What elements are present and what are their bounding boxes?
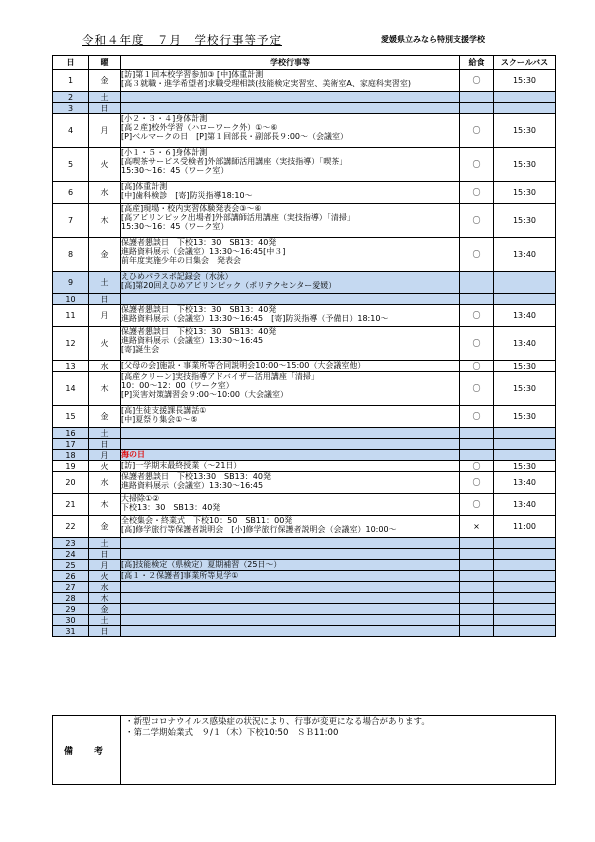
meal-cell: 〇	[460, 238, 494, 272]
weekday-cell: 土	[89, 272, 121, 294]
events-cell	[121, 294, 460, 305]
weekday-cell: 日	[89, 294, 121, 305]
bus-time-cell: 15:30	[494, 114, 556, 148]
bus-time-cell: 13:40	[494, 305, 556, 327]
note-line: ・第二学期始業式 ９/１（木）下校10:50 ＳＢ11:00	[125, 728, 339, 738]
events-cell	[121, 114, 460, 148]
meal-cell	[460, 428, 494, 439]
bus-time-cell	[494, 560, 556, 571]
meal-cell: 〇	[460, 182, 494, 204]
weekday-cell: 月	[89, 560, 121, 571]
event-line: 進路資料展示（会議室）13:30～16:45 [寄]防災指導（予備日）18:10～	[121, 314, 389, 323]
event-line: [訪]第１回本校学習参加③ [中]体重計測	[121, 70, 264, 79]
weekday-cell: 土	[89, 538, 121, 549]
schedule-row	[53, 70, 556, 92]
schedule-row	[53, 103, 556, 114]
day-cell: 17	[53, 439, 89, 450]
weekday-cell: 木	[89, 204, 121, 238]
meal-cell: 〇	[460, 461, 494, 472]
bus-time-cell: 13:40	[494, 327, 556, 361]
day-cell: 15	[53, 406, 89, 428]
events-cell	[121, 182, 460, 204]
weekday-cell: 月	[89, 114, 121, 148]
events-cell	[121, 428, 460, 439]
day-cell: 21	[53, 494, 89, 516]
events-cell	[121, 272, 460, 294]
day-cell: 18	[53, 450, 89, 461]
weekday-cell: 火	[89, 148, 121, 182]
bus-time-cell: 15:30	[494, 361, 556, 372]
event-line: [中]夏祭り集会①～⑤	[121, 415, 198, 424]
event-line: [高産]現場・校内実習体験発表会③～⑥	[121, 204, 262, 213]
bus-time-cell: 15:30	[494, 70, 556, 92]
meal-cell	[460, 103, 494, 114]
events-cell	[121, 560, 460, 571]
event-line: 保護者懇談日 下校13：30 SB13：40発	[121, 327, 277, 336]
meal-cell: 〇	[460, 494, 494, 516]
col-day-header: 日	[53, 56, 89, 70]
day-cell: 22	[53, 516, 89, 538]
weekday-cell: 日	[89, 103, 121, 114]
meal-cell: 〇	[460, 148, 494, 182]
bus-time-cell: 11:00	[494, 516, 556, 538]
bus-time-cell	[494, 272, 556, 294]
meal-cell: 〇	[460, 406, 494, 428]
bus-time-cell: 15:30	[494, 182, 556, 204]
event-line: [高２産]校外学習（ハローワーク外）①～⑥	[121, 123, 278, 132]
day-cell: 3	[53, 103, 89, 114]
weekday-cell: 水	[89, 582, 121, 593]
event-line: 15:30～16：45（ワーク室）	[121, 222, 229, 231]
day-cell: 16	[53, 428, 89, 439]
bus-time-cell: 15:30	[494, 461, 556, 472]
schedule-row	[53, 593, 556, 604]
day-cell: 7	[53, 204, 89, 238]
day-cell: 4	[53, 114, 89, 148]
weekday-cell: 木	[89, 372, 121, 406]
event-line: 進路資料展示（会議室）13:30～16:45[中３]	[121, 247, 286, 256]
schedule-row	[53, 428, 556, 439]
event-line: [訪]一学期末最終授業（～21日）	[121, 461, 242, 470]
day-cell: 6	[53, 182, 89, 204]
bus-time-cell: 13:40	[494, 472, 556, 494]
day-cell: 31	[53, 626, 89, 637]
event-line: [高]技能検定（県検定）夏期補習（25日～）	[121, 560, 282, 569]
bus-time-cell	[494, 294, 556, 305]
event-line: 保護者懇談日 下校13：30 SB13：40発	[121, 305, 277, 314]
meal-cell	[460, 582, 494, 593]
schedule-row	[53, 361, 556, 372]
events-cell	[121, 549, 460, 560]
meal-cell	[460, 571, 494, 582]
schedule-row	[53, 305, 556, 327]
meal-cell	[460, 538, 494, 549]
event-line: [小１・５・６]身体計測	[121, 148, 208, 157]
schedule-row	[53, 450, 556, 461]
event-line: [父母の会]施設・事業所等合同説明会10:00～15:00（大会議室他）	[121, 361, 366, 370]
event-line: 下校13：30 SB13：40発	[121, 503, 221, 512]
event-line: [高アビリンピック出場者]外部講師活用講座（実技指導）「清掃」	[121, 213, 355, 222]
schedule-row	[53, 560, 556, 571]
event-line: [高]第20回えひめアビリンピック（ポリテクセンター愛媛）	[121, 281, 337, 290]
notes-table	[52, 715, 556, 785]
events-cell	[121, 148, 460, 182]
day-cell: 28	[53, 593, 89, 604]
bus-time-cell: 13:40	[494, 238, 556, 272]
schedule-row	[53, 272, 556, 294]
schedule-row	[53, 604, 556, 615]
meal-cell: 〇	[460, 327, 494, 361]
meal-cell	[460, 626, 494, 637]
col-weekday-header: 曜	[89, 56, 121, 70]
day-cell: 14	[53, 372, 89, 406]
meal-cell	[460, 272, 494, 294]
weekday-cell: 日	[89, 549, 121, 560]
bus-time-cell	[494, 450, 556, 461]
event-line: 前年度実施少年の日集会 発表会	[121, 256, 241, 265]
weekday-cell: 水	[89, 361, 121, 372]
event-line: 大掃除①②	[121, 494, 160, 503]
bus-time-cell	[494, 103, 556, 114]
schedule-table	[52, 55, 556, 637]
events-cell	[121, 450, 460, 461]
event-line: 保護者懇談日 下校13:30 SB13：40発	[121, 472, 271, 481]
weekday-cell: 土	[89, 615, 121, 626]
schedule-row	[53, 182, 556, 204]
bus-time-cell: 15:30	[494, 148, 556, 182]
event-line: 15:30～16：45（ワーク室）	[121, 166, 229, 175]
schedule-row	[53, 472, 556, 494]
weekday-cell: 金	[89, 604, 121, 615]
day-cell: 24	[53, 549, 89, 560]
events-cell	[121, 582, 460, 593]
day-cell: 13	[53, 361, 89, 372]
weekday-cell: 金	[89, 406, 121, 428]
bus-time-cell	[494, 571, 556, 582]
weekday-cell: 火	[89, 571, 121, 582]
weekday-cell: 月	[89, 305, 121, 327]
events-cell	[121, 593, 460, 604]
weekday-cell: 金	[89, 238, 121, 272]
meal-cell: 〇	[460, 372, 494, 406]
weekday-cell: 火	[89, 461, 121, 472]
meal-cell: ×	[460, 516, 494, 538]
bus-time-cell	[494, 626, 556, 637]
schedule-row	[53, 615, 556, 626]
schedule-row	[53, 327, 556, 361]
day-cell: 9	[53, 272, 89, 294]
schedule-row	[53, 494, 556, 516]
event-line: 10：00～12：00（ワーク室）	[121, 381, 234, 390]
events-cell	[121, 626, 460, 637]
col-meal-header: 給食	[460, 56, 494, 70]
notes-label: 備 考	[53, 716, 121, 785]
events-cell	[121, 406, 460, 428]
day-cell: 12	[53, 327, 89, 361]
day-cell: 20	[53, 472, 89, 494]
weekday-cell: 月	[89, 450, 121, 461]
meal-cell	[460, 294, 494, 305]
schedule-body	[53, 70, 556, 637]
events-cell	[121, 92, 460, 103]
events-cell	[121, 327, 460, 361]
event-line: [高]修学旅行等保護者説明会 [小]修学旅行保護者説明会（会議室）10:00～	[121, 525, 397, 534]
meal-cell: 〇	[460, 361, 494, 372]
events-cell	[121, 571, 460, 582]
event-line: 進路資料展示（会議室）13:30～16:45	[121, 481, 264, 490]
events-cell	[121, 103, 460, 114]
event-line: [P]ベルマークの日 [P]第１回部長・副部長９:00～（会議室）	[121, 132, 349, 141]
schedule-row	[53, 549, 556, 560]
bus-time-cell: 15:30	[494, 406, 556, 428]
meal-cell	[460, 604, 494, 615]
meal-cell: 〇	[460, 305, 494, 327]
bus-time-cell	[494, 615, 556, 626]
schedule-row	[53, 148, 556, 182]
schedule-row	[53, 204, 556, 238]
meal-cell: 〇	[460, 472, 494, 494]
schedule-row	[53, 516, 556, 538]
event-line: えひめパラスポ記録会（水泳）	[121, 272, 233, 281]
weekday-cell: 水	[89, 472, 121, 494]
events-cell	[121, 439, 460, 450]
event-line: [中]歯科検診 [寄]防災指導18:10～	[121, 191, 253, 200]
day-cell: 25	[53, 560, 89, 571]
weekday-cell: 土	[89, 428, 121, 439]
bus-time-cell: 15:30	[494, 372, 556, 406]
events-cell	[121, 615, 460, 626]
events-cell	[121, 70, 460, 92]
event-line: [高]生徒支援課長講話①	[121, 406, 207, 415]
events-cell	[121, 461, 460, 472]
bus-time-cell	[494, 92, 556, 103]
day-cell: 2	[53, 92, 89, 103]
meal-cell: 〇	[460, 204, 494, 238]
schedule-row	[53, 571, 556, 582]
schedule-row	[53, 238, 556, 272]
events-cell	[121, 204, 460, 238]
schedule-row	[53, 439, 556, 450]
day-cell: 30	[53, 615, 89, 626]
schedule-row	[53, 538, 556, 549]
meal-cell	[460, 92, 494, 103]
bus-time-cell: 15:30	[494, 204, 556, 238]
bus-time-cell	[494, 582, 556, 593]
event-line: [高]体重計測	[121, 182, 168, 191]
meal-cell: 〇	[460, 70, 494, 92]
event-line: 保護者懇談日 下校13：30 SB13：40発	[121, 238, 277, 247]
schedule-row	[53, 294, 556, 305]
weekday-cell: 日	[89, 439, 121, 450]
event-line: [P]災害対策講習会９:00～10:00（大会議室）	[121, 390, 288, 399]
event-line: [高喫茶サービス受検者]外部講師活用講座（実技指導）「喫茶」	[121, 157, 348, 166]
weekday-cell: 日	[89, 626, 121, 637]
meal-cell	[460, 439, 494, 450]
event-line: [高３就職・進学希望者]求職受理相談(技能検定実習室、美術室A、家庭科実習室)	[121, 79, 411, 88]
bus-time-cell	[494, 593, 556, 604]
day-cell: 5	[53, 148, 89, 182]
events-cell	[121, 238, 460, 272]
event-line: 全校集会・終業式 下校10：50 SB11：00発	[121, 516, 293, 525]
weekday-cell: 水	[89, 182, 121, 204]
event-line: [高１・２保護者]事業所等見学①	[121, 571, 239, 580]
weekday-cell: 金	[89, 516, 121, 538]
weekday-cell: 金	[89, 70, 121, 92]
bus-time-cell: 13:40	[494, 494, 556, 516]
day-cell: 26	[53, 571, 89, 582]
day-cell: 1	[53, 70, 89, 92]
col-events-header: 学校行事等	[121, 56, 460, 70]
day-cell: 27	[53, 582, 89, 593]
notes-content	[121, 716, 556, 785]
events-cell	[121, 305, 460, 327]
schedule-row	[53, 372, 556, 406]
schedule-row	[53, 626, 556, 637]
meal-cell	[460, 593, 494, 604]
events-cell	[121, 516, 460, 538]
schedule-row	[53, 114, 556, 148]
weekday-cell: 土	[89, 92, 121, 103]
meal-cell	[460, 450, 494, 461]
page-title: 令和４年度 ７月 学校行事等予定	[82, 33, 282, 47]
header-row	[53, 56, 556, 70]
school-name: 愛媛県立みなら特別支援学校	[381, 35, 485, 44]
event-line: [小２・３・４]身体計測	[121, 114, 208, 123]
bus-time-cell	[494, 439, 556, 450]
day-cell: 11	[53, 305, 89, 327]
bus-time-cell	[494, 604, 556, 615]
meal-cell: 〇	[460, 114, 494, 148]
schedule-row	[53, 406, 556, 428]
meal-cell	[460, 549, 494, 560]
event-line: [高産クリーン]実技指導アドバイザー活用講座「清掃」	[121, 372, 319, 381]
col-bus-header: スクールバス	[494, 56, 556, 70]
schedule-row	[53, 92, 556, 103]
bus-time-cell	[494, 538, 556, 549]
event-line: 進路資料展示（会議室）13:30～16:45	[121, 336, 264, 345]
events-cell	[121, 361, 460, 372]
weekday-cell: 木	[89, 593, 121, 604]
bus-time-cell	[494, 428, 556, 439]
event-line: [寄]誕生会	[121, 345, 160, 354]
events-cell	[121, 372, 460, 406]
events-cell	[121, 472, 460, 494]
weekday-cell: 木	[89, 494, 121, 516]
day-cell: 8	[53, 238, 89, 272]
weekday-cell: 火	[89, 327, 121, 361]
events-cell	[121, 538, 460, 549]
schedule-row	[53, 461, 556, 472]
meal-cell	[460, 560, 494, 571]
day-cell: 23	[53, 538, 89, 549]
schedule-row	[53, 582, 556, 593]
day-cell: 19	[53, 461, 89, 472]
holiday-label: 海の日	[121, 450, 145, 459]
meal-cell	[460, 615, 494, 626]
events-cell	[121, 494, 460, 516]
day-cell: 29	[53, 604, 89, 615]
events-cell	[121, 604, 460, 615]
bus-time-cell	[494, 549, 556, 560]
day-cell: 10	[53, 294, 89, 305]
note-line: ・新型コロナウイルス感染症の状況により、行事が変更になる場合があります。	[125, 717, 430, 727]
